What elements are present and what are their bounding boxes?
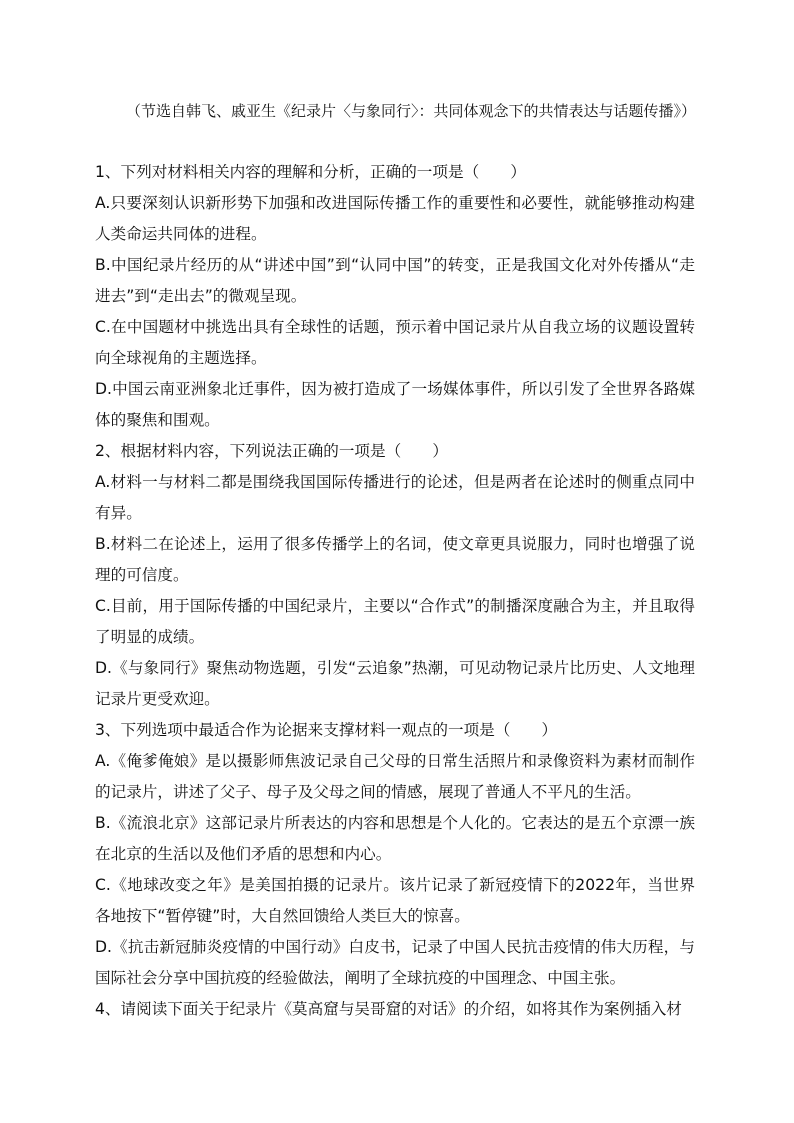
question-1-option-a: A.只要深刻认识新形势下加强和改进国际传播工作的重要性和必要性，就能够推动构建人类命运共同体的进程。 (95, 194, 695, 243)
question-4-stem: 4、请阅读下面关于纪录片《莫高窟与吴哥窟的对话》的介绍，如将其作为案例插入材 (95, 1000, 682, 1018)
question-3-option-b: B.《流浪北京》这部记录片所表达的内容和思想是个人化的。它表达的是五个京漂一族在北京的生活以及他们矛盾的思想和内心。 (95, 814, 695, 863)
question-1-option-c: C.在中国题材中挑选出具有全球性的话题，预示着中国记录片从自我立场的议题设置转向全球视角的主题选择。 (95, 318, 695, 367)
question-3-option-c: C.《地球改变之年》是美国拍摄的记录片。该片记录了新冠疫情下的2022年，当世界各地按下“暂停键”时，大自然回馈给人类巨大的惊喜。 (95, 876, 695, 925)
question-2-stem: 2、根据材料内容，下列说法正确的一项是（ ） (95, 442, 448, 460)
question-list (95, 157, 695, 1025)
source-citation: （节选自韩飞、戚亚生《纪录片〈与象同行〉：共同体观念下的共情表达与话题传播》） (125, 102, 696, 120)
question-3-option-d: D.《抗击新冠肺炎疫情的中国行动》白皮书，记录了中国人民抗击疫情的伟大历程，与国际社会分享中国抗疫的经验做法，阐明了全球抗疫的中国理念、中国主张。 (95, 938, 695, 987)
question-2-option-b: B.材料二在论述上，运用了很多传播学上的名词，使文章更具说服力，同时也增强了说理的可信度。 (95, 535, 695, 584)
question-2-option-d: D.《与象同行》聚焦动物选题，引发“云追象”热潮，可见动物记录片比历史、人文地理记录片更受欢迎。 (95, 659, 695, 708)
question-1-stem: 1、下列对材料相关内容的理解和分析，正确的一项是（ ） (95, 163, 526, 181)
question-3-option-a: A.《俺爹俺娘》是以摄影师焦波记录自己父母的日常生活照片和录像资料为素材而制作的记录片，讲述了父子、母子及父母之间的情感，展现了普通人不平凡的生活。 (95, 752, 695, 801)
question-1-option-b: B.中国纪录片经历的从“讲述中国”到“认同中国”的转变，正是我国文化对外传播从“走进去”到“走出去”的微观呈现。 (95, 256, 695, 305)
question-3-stem: 3、下列选项中最适合作为论据来支撑材料一观点的一项是（ ） (95, 721, 558, 739)
question-2-option-a: A.材料一与材料二都是围绕我国国际传播进行的论述，但是两者在论述时的侧重点同中有异。 (95, 473, 695, 522)
question-2-option-c: C.目前，用于国际传播的中国纪录片，主要以“合作式”的制播深度融合为主，并且取得了明显的成绩。 (95, 597, 695, 646)
question-1-option-d: D.中国云南亚洲象北迁事件，因为被打造成了一场媒体事件，所以引发了全世界各路媒体的聚焦和围观。 (95, 380, 695, 429)
